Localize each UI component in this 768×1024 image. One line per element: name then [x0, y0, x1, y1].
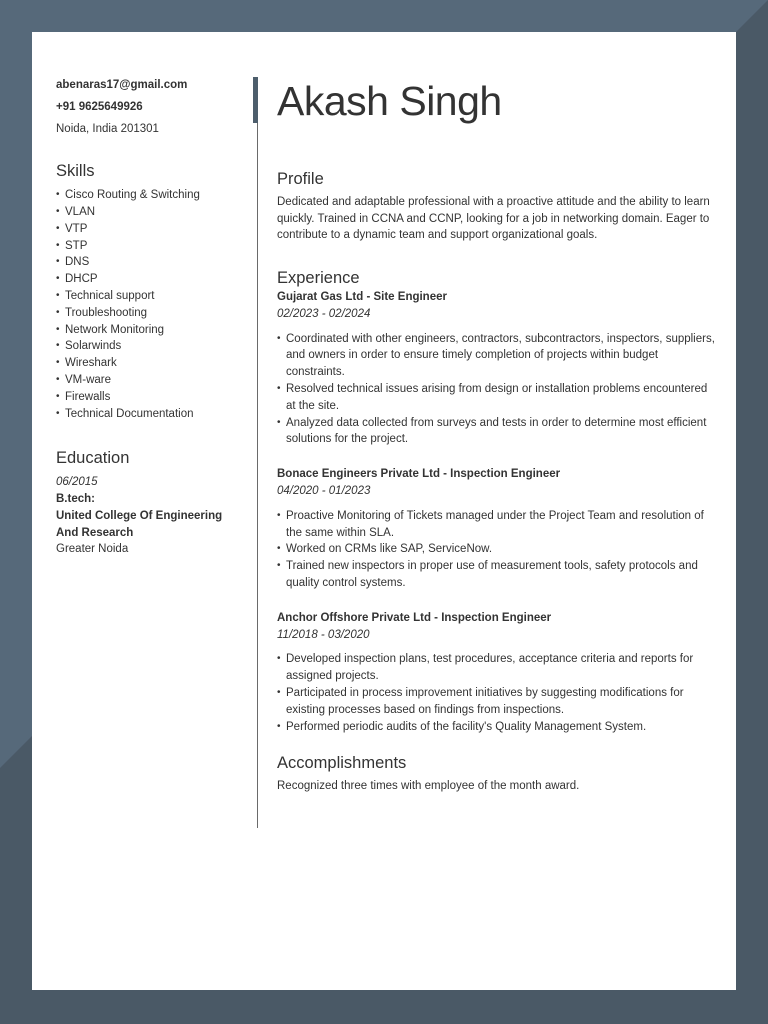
job-dates: 02/2023 - 02/2024: [277, 307, 371, 320]
skill-item: • Technical support: [56, 288, 241, 305]
skill-item: • VLAN: [56, 204, 241, 221]
job-bullets: [277, 331, 717, 449]
job-bullet: • Coordinated with other engineers, contractors, subcontractors, inspectors, suppliers, and owners in order to ensure timely completion of projects within budget constraints.: [277, 331, 717, 381]
accomplishments-text: Recognized three times with employee of the month award.: [277, 780, 580, 793]
job-dates: 11/2018 - 03/2020: [277, 628, 370, 641]
job-entry: [277, 466, 717, 592]
job-bullet: • Developed inspection plans, test procedures, acceptance criteria and reports for assigned projects.: [277, 651, 717, 685]
experience-heading: Experience: [277, 269, 360, 288]
column-divider: [257, 77, 258, 828]
education-location: Greater Noida: [56, 543, 129, 556]
job-bullet: • Analyzed data collected from surveys and tests in order to determine most efficient solutions for the project.: [277, 415, 717, 449]
candidate-name: Akash Singh: [277, 78, 502, 124]
skill-item: • VM-ware: [56, 372, 241, 389]
skill-item: • Technical Documentation: [56, 406, 241, 423]
job-bullets: [277, 651, 717, 735]
job-entry: [277, 610, 717, 736]
profile-section: [277, 171, 717, 244]
skill-item: • Cisco Routing & Switching: [56, 187, 241, 204]
skill-item: • Network Monitoring: [56, 322, 241, 339]
accomplishments-section: [277, 755, 717, 795]
education-heading: Education: [56, 449, 130, 468]
job-bullet: • Trained new inspectors in proper use of measurement tools, safety protocols and quality control systems.: [277, 558, 717, 592]
education-date: 06/2015: [56, 476, 98, 489]
job-title: Anchor Offshore Private Ltd - Inspection Engineer: [277, 611, 552, 624]
job-title: Bonace Engineers Private Ltd - Inspection Engineer: [277, 468, 561, 481]
contact-phone: +91 9625649926: [56, 100, 143, 113]
main-column: [277, 75, 717, 795]
skill-item: • STP: [56, 238, 241, 255]
job-bullet: • Performed periodic audits of the facility's Quality Management System.: [277, 719, 717, 736]
skill-item: • Wireshark: [56, 355, 241, 372]
job-entry: [277, 289, 717, 448]
experience-section: [277, 270, 717, 735]
job-bullet: • Worked on CRMs like SAP, ServiceNow.: [277, 541, 717, 558]
skill-item: • Solarwinds: [56, 338, 241, 355]
divider-accent-bar: [253, 77, 258, 123]
accomplishments-heading: Accomplishments: [277, 754, 407, 773]
skill-item: • DHCP: [56, 271, 241, 288]
job-bullets: [277, 508, 717, 592]
resume-page: [32, 32, 736, 990]
job-dates: 04/2020 - 01/2023: [277, 484, 371, 497]
skill-item: • Firewalls: [56, 389, 241, 406]
contact-email: abenaras17@gmail.com: [56, 79, 188, 91]
skill-item: • DNS: [56, 254, 241, 271]
sidebar: [56, 77, 241, 558]
job-bullet: • Resolved technical issues arising from design or installation problems encountered at the site.: [277, 381, 717, 415]
education-degree: B.tech:: [56, 492, 95, 505]
education-school: United College Of Engineering And Research: [56, 509, 223, 539]
contact-location: Noida, India 201301: [56, 122, 159, 135]
job-bullet: • Proactive Monitoring of Tickets managed under the Project Team and resolution of the same within SLA.: [277, 508, 717, 542]
job-title: Gujarat Gas Ltd - Site Engineer: [277, 290, 447, 303]
profile-heading: Profile: [277, 170, 324, 188]
skill-item: • Troubleshooting: [56, 305, 241, 322]
skills-heading: Skills: [56, 162, 95, 181]
skill-item: • VTP: [56, 221, 241, 238]
skills-list: [56, 187, 241, 422]
profile-text: Dedicated and adaptable professional with a proactive attitude and the ability to learn quickly. Trained in CCNA and CCNP, looking for a job in networking domain. Eager to contribute to a dynamic team and support organizational goals.: [277, 195, 710, 242]
job-bullet: • Participated in process improvement initiatives by suggesting modifications for existing processes based on findings from inspections.: [277, 685, 717, 719]
